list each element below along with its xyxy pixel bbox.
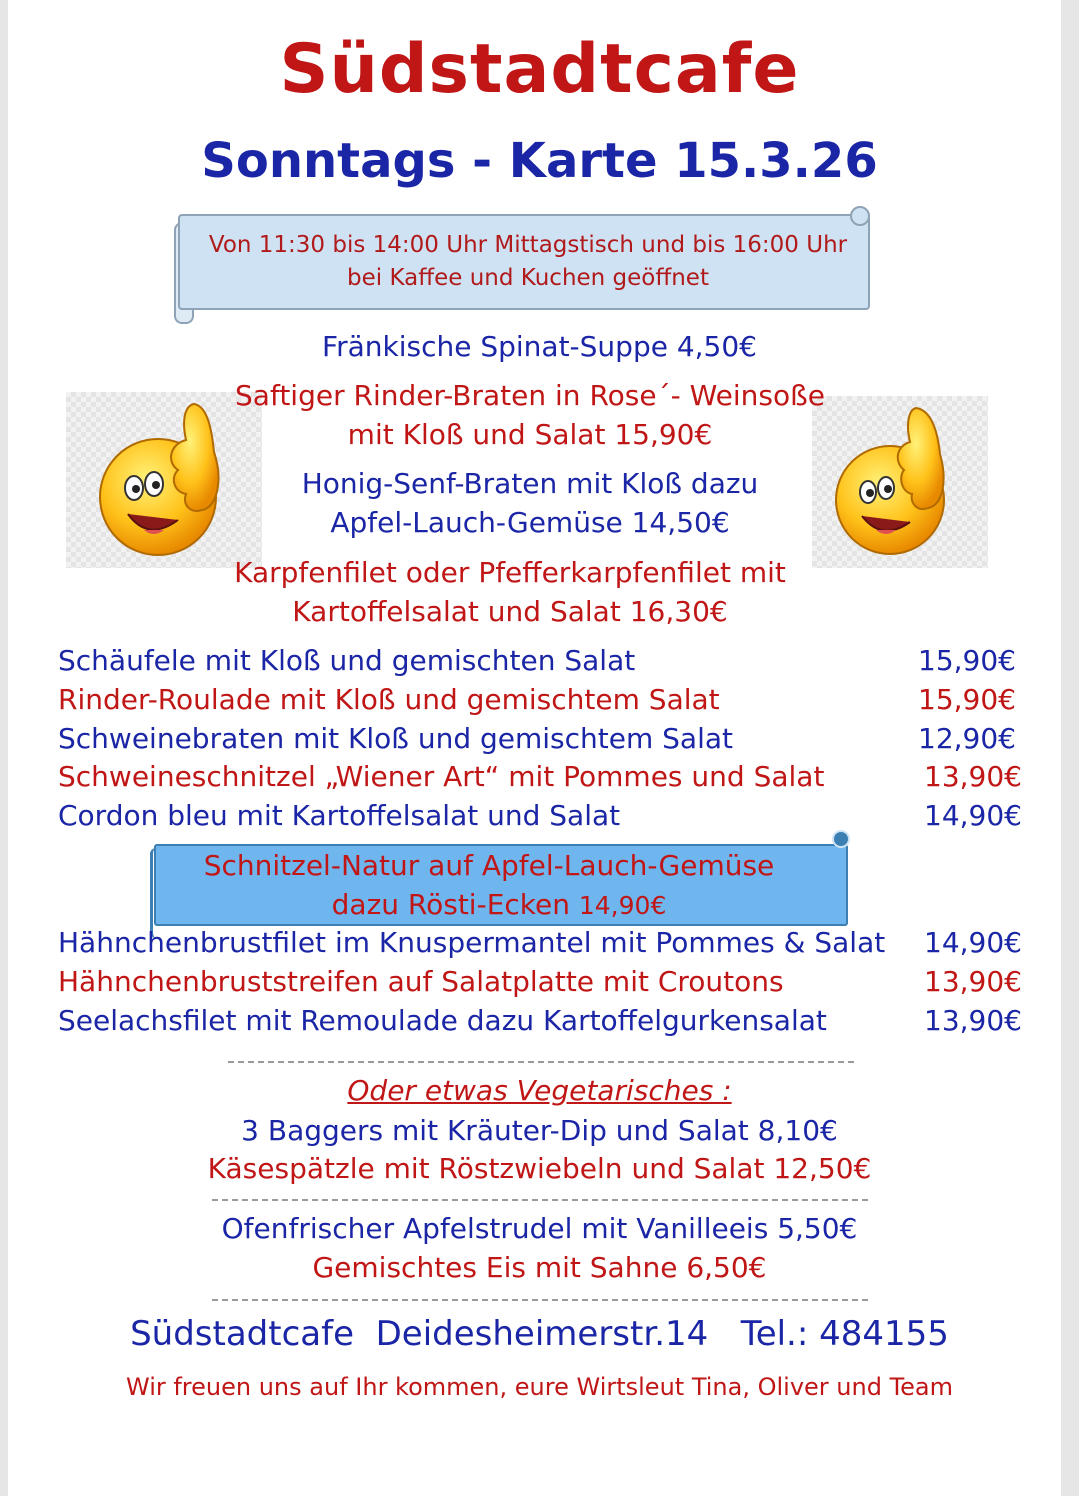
divider [212, 1299, 868, 1301]
special-carp-line1: Karpfenfilet oder Pfefferkarpfenfilet mit [234, 556, 786, 589]
menu-row [58, 722, 1022, 760]
menu-item-name: Schweinebraten mit Kloß und gemischtem Salat [58, 722, 734, 755]
menu-row [58, 799, 1022, 837]
page-subtitle: Sonntags - Karte 15.3.26 [201, 133, 878, 189]
menu-item-name: Hähnchenbruststreifen auf Salatplatte mit Croutons [58, 965, 784, 998]
menu-item-price: 12,90€ [918, 722, 1016, 755]
menu-item-price: 13,90€ [924, 965, 1022, 998]
divider [228, 1061, 854, 1063]
divider [212, 1199, 868, 1201]
dessert-item: Gemischtes Eis mit Sahne 6,50€ [312, 1251, 767, 1284]
menu-row [58, 926, 1022, 964]
menu-item-price: 13,90€ [924, 760, 1022, 793]
menu-item-price: 15,90€ [918, 683, 1016, 716]
opening-hours-line1: Von 11:30 bis 14:00 Uhr Mittagstisch und bis 16:00 Uhr [208, 232, 848, 258]
special-honey-line2: Apfel-Lauch-Gemüse 14,50€ [330, 506, 730, 539]
menu-item-name: Schäufele mit Kloß und gemischten Salat [58, 644, 636, 677]
menu-item-name: Hähnchenbrustfilet im Knuspermantel mit Pommes & Salat [58, 926, 886, 959]
special-honey-line1: Honig-Senf-Braten mit Kloß dazu [301, 467, 759, 500]
menu-item-name: Cordon bleu mit Kartoffelsalat und Salat [58, 799, 621, 832]
highlight-line2 [154, 888, 844, 921]
opening-hours-line2: bei Kaffee und Kuchen geöffnet [347, 265, 709, 291]
menu-item-name: Rinder-Roulade mit Kloß und gemischtem Salat [58, 683, 720, 716]
special-roast-line2: mit Kloß und Salat 15,90€ [347, 418, 713, 451]
menu-row [58, 965, 1022, 1003]
page-title: Südstadtcafe [279, 30, 800, 109]
special-soup: Fränkische Spinat-Suppe 4,50€ [322, 330, 757, 363]
special-carp-line2: Kartoffelsalat und Salat 16,30€ [292, 595, 728, 628]
menu-item-price: 13,90€ [924, 1004, 1022, 1037]
vegetarian-item: 3 Baggers mit Kräuter-Dip und Salat 8,10€ [241, 1114, 838, 1147]
vegetarian-item: Käsespätzle mit Röstzwiebeln und Salat 12,50€ [207, 1152, 872, 1185]
dessert-item: Ofenfrischer Apfelstrudel mit Vanilleeis 5,50€ [221, 1212, 858, 1245]
vegetarian-heading: Oder etwas Vegetarisches : [347, 1074, 732, 1107]
highlight-line1: Schnitzel-Natur auf Apfel-Lauch-Gemüse [203, 849, 775, 882]
menu-item-price: 14,90€ [924, 799, 1022, 832]
menu-item-price: 14,90€ [924, 926, 1022, 959]
footer-address: Südstadtcafe Deidesheimerstr.14 Tel.: 484155 [130, 1314, 949, 1354]
footer-greeting: Wir freuen uns auf Ihr kommen, eure Wirtsleut Tina, Oliver und Team [125, 1373, 953, 1401]
banner-dot [832, 830, 850, 848]
highlight-text: dazu Rösti-Ecken [331, 888, 579, 921]
menu-row [58, 1004, 1022, 1042]
menu-item-name: Seelachsfilet mit Remoulade dazu Kartoffelgurkensalat [58, 1004, 827, 1037]
menu-item-name: Schweineschnitzel „Wiener Art“ mit Pommes und Salat [58, 760, 825, 793]
special-roast-line1: Saftiger Rinder-Braten in Rose´- Weinsoße [235, 379, 825, 412]
menu-item-price: 15,90€ [918, 644, 1016, 677]
menu-row [58, 683, 1022, 721]
menu-row [58, 644, 1022, 682]
highlight-price: 14,90€ [578, 891, 667, 920]
scroll-curl-right [850, 206, 870, 226]
menu-row [58, 760, 1022, 798]
